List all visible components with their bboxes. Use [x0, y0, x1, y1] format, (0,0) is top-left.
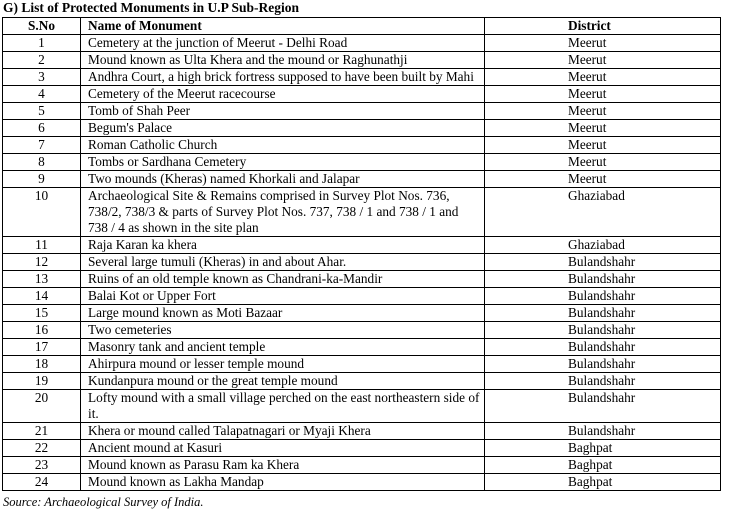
cell-monument-name: Ahirpura mound or lesser temple mound	[81, 356, 485, 373]
table-row	[3, 440, 721, 457]
table-row	[3, 373, 721, 390]
table-row	[3, 271, 721, 288]
cell-district: Baghpat	[485, 440, 721, 457]
cell-monument-name: Mound known as Ulta Khera and the mound or Raghunathji	[81, 52, 485, 69]
cell-monument-name: Kundanpura mound or the great temple mound	[81, 373, 485, 390]
cell-district: Ghaziabad	[485, 188, 721, 237]
table-row	[3, 254, 721, 271]
cell-monument-name: Masonry tank and ancient temple	[81, 339, 485, 356]
table-title: G) List of Protected Monuments in U.P Sub-Region	[3, 0, 299, 15]
cell-monument-name: Two cemeteries	[81, 322, 485, 339]
header-row	[3, 18, 721, 35]
cell-sno: 16	[3, 322, 81, 339]
cell-monument-name: Archaeological Site & Remains comprised in Survey Plot Nos. 736, 738/2, 738/3 & parts of Survey Plot Nos. 737, 738 / 1 and 738 / 1 and 738 / 4 as shown in the site plan	[81, 188, 485, 237]
cell-sno: 23	[3, 457, 81, 474]
table-row	[3, 457, 721, 474]
cell-monument-name: Large mound known as Moti Bazaar	[81, 305, 485, 322]
table-row	[3, 237, 721, 254]
cell-monument-name: Raja Karan ka khera	[81, 237, 485, 254]
cell-district: Baghpat	[485, 457, 721, 474]
header-district: District	[485, 18, 721, 35]
cell-district: Bulandshahr	[485, 322, 721, 339]
cell-sno: 14	[3, 288, 81, 305]
cell-sno: 21	[3, 423, 81, 440]
cell-district: Baghpat	[485, 474, 721, 491]
table-row	[3, 339, 721, 356]
cell-sno: 1	[3, 35, 81, 52]
cell-sno: 13	[3, 271, 81, 288]
cell-sno: 17	[3, 339, 81, 356]
table-row	[3, 120, 721, 137]
cell-district: Bulandshahr	[485, 356, 721, 373]
cell-monument-name: Begum's Palace	[81, 120, 485, 137]
table-row	[3, 322, 721, 339]
table-row	[3, 171, 721, 188]
cell-sno: 19	[3, 373, 81, 390]
cell-monument-name: Andhra Court, a high brick fortress supposed to have been built by Mahi	[81, 69, 485, 86]
cell-sno: 24	[3, 474, 81, 491]
cell-district: Bulandshahr	[485, 423, 721, 440]
cell-monument-name: Balai Kot or Upper Fort	[81, 288, 485, 305]
cell-district: Meerut	[485, 52, 721, 69]
cell-district: Meerut	[485, 103, 721, 120]
cell-sno: 7	[3, 137, 81, 154]
cell-sno: 11	[3, 237, 81, 254]
cell-sno: 10	[3, 188, 81, 237]
cell-sno: 15	[3, 305, 81, 322]
cell-sno: 20	[3, 390, 81, 423]
cell-district: Bulandshahr	[485, 254, 721, 271]
cell-district: Bulandshahr	[485, 390, 721, 423]
cell-sno: 9	[3, 171, 81, 188]
cell-sno: 3	[3, 69, 81, 86]
cell-district: Bulandshahr	[485, 271, 721, 288]
table-row	[3, 356, 721, 373]
header-name: Name of Monument	[81, 18, 485, 35]
cell-monument-name: Mound known as Lakha Mandap	[81, 474, 485, 491]
cell-district: Meerut	[485, 69, 721, 86]
cell-district: Meerut	[485, 137, 721, 154]
cell-monument-name: Two mounds (Kheras) named Khorkali and Jalapar	[81, 171, 485, 188]
table-row	[3, 52, 721, 69]
cell-monument-name: Khera or mound called Talapatnagari or Myaji Khera	[81, 423, 485, 440]
cell-district: Bulandshahr	[485, 288, 721, 305]
cell-monument-name: Several large tumuli (Kheras) in and about Ahar.	[81, 254, 485, 271]
cell-district: Meerut	[485, 86, 721, 103]
cell-monument-name: Roman Catholic Church	[81, 137, 485, 154]
cell-monument-name: Tombs or Sardhana Cemetery	[81, 154, 485, 171]
table-row	[3, 69, 721, 86]
table-row	[3, 86, 721, 103]
cell-monument-name: Mound known as Parasu Ram ka Khera	[81, 457, 485, 474]
table-row	[3, 103, 721, 120]
cell-sno: 22	[3, 440, 81, 457]
cell-monument-name: Ancient mound at Kasuri	[81, 440, 485, 457]
cell-sno: 4	[3, 86, 81, 103]
cell-district: Ghaziabad	[485, 237, 721, 254]
monuments-table	[2, 17, 721, 491]
table-row	[3, 35, 721, 52]
cell-monument-name: Lofty mound with a small village perched on the east northeastern side of it.	[81, 390, 485, 423]
cell-district: Meerut	[485, 35, 721, 52]
cell-sno: 8	[3, 154, 81, 171]
table-row	[3, 288, 721, 305]
cell-monument-name: Cemetery at the junction of Meerut - Delhi Road	[81, 35, 485, 52]
cell-district: Meerut	[485, 154, 721, 171]
cell-sno: 2	[3, 52, 81, 69]
cell-district: Bulandshahr	[485, 339, 721, 356]
table-row	[3, 390, 721, 423]
cell-sno: 6	[3, 120, 81, 137]
cell-district: Meerut	[485, 120, 721, 137]
table-row	[3, 423, 721, 440]
header-sno: S.No	[3, 18, 81, 35]
cell-monument-name: Tomb of Shah Peer	[81, 103, 485, 120]
table-row	[3, 154, 721, 171]
cell-sno: 5	[3, 103, 81, 120]
cell-sno: 12	[3, 254, 81, 271]
cell-monument-name: Ruins of an old temple known as Chandrani-ka-Mandir	[81, 271, 485, 288]
cell-sno: 18	[3, 356, 81, 373]
table-row	[3, 305, 721, 322]
cell-monument-name: Cemetery of the Meerut racecourse	[81, 86, 485, 103]
cell-district: Meerut	[485, 171, 721, 188]
table-row	[3, 188, 721, 237]
source-note: Source: Archaeological Survey of India.	[3, 495, 204, 509]
table-row	[3, 474, 721, 491]
cell-district: Bulandshahr	[485, 373, 721, 390]
table-body	[3, 35, 721, 491]
cell-district: Bulandshahr	[485, 305, 721, 322]
table-row	[3, 137, 721, 154]
